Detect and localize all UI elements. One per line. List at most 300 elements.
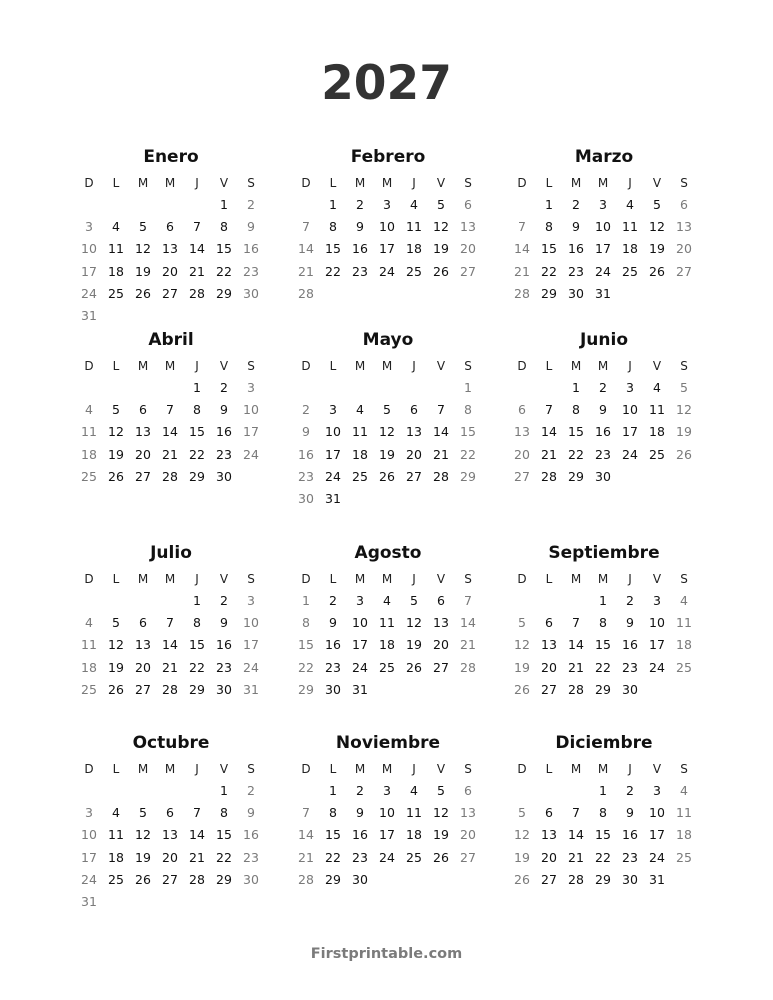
- day-cell: 28: [189, 285, 205, 301]
- day-cell: 24: [243, 659, 259, 675]
- day-cell: 2: [356, 197, 364, 212]
- day-cell: 20: [541, 849, 557, 865]
- day-cell: 20: [541, 659, 557, 675]
- day-cell: 22: [189, 659, 205, 675]
- day-cell: 16: [243, 241, 259, 257]
- day-cell: 3: [85, 219, 93, 235]
- day-cell: 29: [216, 285, 232, 301]
- day-cell: 17: [81, 849, 97, 865]
- month-name: Noviembre: [335, 733, 441, 753]
- day-cell: 21: [568, 849, 584, 865]
- day-cell: 26: [379, 468, 395, 484]
- day-cell: 21: [162, 446, 178, 462]
- weekday-header: V: [219, 572, 229, 586]
- day-cell: 19: [433, 827, 449, 843]
- day-cell: 10: [81, 827, 97, 843]
- day-cell: 11: [649, 402, 665, 418]
- day-cell: 23: [622, 849, 638, 865]
- day-cell: 16: [216, 637, 232, 653]
- day-cell: 8: [545, 219, 553, 235]
- day-cell: 13: [162, 827, 178, 843]
- day-cell: 1: [329, 783, 337, 798]
- day-cell: 7: [302, 805, 310, 821]
- day-cell: 31: [352, 681, 368, 697]
- day-cell: 5: [680, 380, 688, 395]
- day-cell: 7: [437, 402, 445, 418]
- day-cell: 22: [298, 659, 314, 675]
- month-name: Enero: [143, 147, 199, 167]
- day-cell: 22: [189, 446, 205, 462]
- day-cell: 7: [572, 805, 580, 821]
- day-cell: 14: [514, 241, 530, 257]
- day-cell: 5: [139, 805, 147, 821]
- weekday-header: M: [381, 176, 393, 190]
- day-cell: 16: [243, 827, 259, 843]
- day-cell: 31: [649, 871, 665, 887]
- weekday-header: D: [517, 176, 527, 190]
- day-cell: 25: [81, 681, 97, 697]
- day-cell: 8: [193, 402, 201, 418]
- day-cell: 23: [568, 263, 584, 279]
- day-cell: 27: [676, 263, 692, 279]
- day-cell: 19: [379, 446, 395, 462]
- day-cell: 26: [514, 681, 530, 697]
- day-cell: 2: [247, 197, 255, 212]
- day-cell: 24: [379, 849, 395, 865]
- day-cell: 5: [653, 197, 661, 212]
- day-cell: 25: [81, 468, 97, 484]
- day-cell: 6: [464, 783, 472, 798]
- day-cell: 24: [243, 446, 259, 462]
- day-cell: 7: [193, 805, 201, 821]
- day-cell: 30: [216, 681, 232, 697]
- day-cell: 14: [460, 615, 476, 631]
- day-cell: 3: [653, 593, 661, 608]
- day-cell: 1: [329, 197, 337, 212]
- day-cell: 14: [189, 827, 205, 843]
- day-cell: 7: [166, 402, 174, 418]
- weekday-header: J: [195, 359, 199, 373]
- day-cell: 20: [135, 446, 151, 462]
- weekday-header: M: [137, 176, 149, 190]
- weekday-header: D: [517, 572, 527, 586]
- day-cell: 28: [189, 871, 205, 887]
- day-cell: 12: [135, 827, 151, 843]
- day-cell: 2: [302, 402, 310, 418]
- day-cell: 10: [595, 219, 611, 235]
- weekday-header: M: [354, 762, 366, 776]
- day-cell: 22: [595, 659, 611, 675]
- day-cell: 8: [464, 402, 472, 418]
- day-cell: 6: [166, 219, 174, 235]
- day-cell: 17: [243, 424, 259, 440]
- day-cell: 9: [329, 615, 337, 631]
- day-cell: 27: [135, 468, 151, 484]
- weekday-header: V: [436, 572, 446, 586]
- day-cell: 16: [622, 637, 638, 653]
- month-name: Junio: [579, 330, 629, 350]
- day-cell: 11: [676, 615, 692, 631]
- day-cell: 1: [572, 380, 580, 395]
- day-cell: 2: [247, 783, 255, 798]
- month-name: Febrero: [350, 147, 426, 167]
- day-cell: 20: [162, 263, 178, 279]
- day-cell: 11: [622, 219, 638, 235]
- weekday-header: L: [329, 572, 337, 586]
- day-cell: 19: [433, 241, 449, 257]
- day-cell: 25: [676, 659, 692, 675]
- day-cell: 17: [325, 446, 341, 462]
- day-cell: 13: [135, 424, 151, 440]
- day-cell: 26: [514, 871, 530, 887]
- day-cell: 7: [545, 402, 553, 418]
- day-cell: 3: [599, 197, 607, 212]
- day-cell: 30: [568, 285, 584, 301]
- day-cell: 1: [193, 380, 201, 395]
- day-cell: 6: [437, 593, 445, 608]
- weekday-header: J: [412, 572, 416, 586]
- day-cell: 2: [220, 380, 228, 395]
- day-cell: 3: [626, 380, 634, 395]
- day-cell: 8: [220, 805, 228, 821]
- day-cell: 1: [599, 593, 607, 608]
- day-cell: 8: [193, 615, 201, 631]
- day-cell: 2: [220, 593, 228, 608]
- day-cell: 26: [676, 446, 692, 462]
- day-cell: 8: [599, 805, 607, 821]
- day-cell: 23: [216, 446, 232, 462]
- day-cell: 13: [541, 827, 557, 843]
- day-cell: 14: [568, 637, 584, 653]
- day-cell: 16: [352, 827, 368, 843]
- weekday-header: V: [219, 176, 229, 190]
- weekday-header: M: [164, 176, 176, 190]
- day-cell: 31: [81, 308, 97, 323]
- weekday-header: M: [381, 762, 393, 776]
- day-cell: 25: [379, 659, 395, 675]
- day-cell: 27: [162, 285, 178, 301]
- weekday-header: L: [329, 176, 337, 190]
- day-cell: 1: [464, 380, 472, 395]
- day-cell: 6: [464, 197, 472, 212]
- day-cell: 17: [243, 637, 259, 653]
- day-cell: 12: [433, 219, 449, 235]
- day-cell: 14: [433, 424, 449, 440]
- day-cell: 6: [545, 615, 553, 631]
- day-cell: 9: [599, 402, 607, 418]
- weekday-header: D: [517, 762, 527, 776]
- day-cell: 9: [356, 805, 364, 821]
- day-cell: 31: [595, 285, 611, 301]
- day-cell: 10: [622, 402, 638, 418]
- day-cell: 27: [406, 468, 422, 484]
- weekday-header: L: [545, 359, 553, 373]
- day-cell: 20: [676, 241, 692, 257]
- day-cell: 13: [514, 424, 530, 440]
- day-cell: 25: [352, 468, 368, 484]
- day-cell: 31: [243, 681, 259, 697]
- day-cell: 20: [135, 659, 151, 675]
- day-cell: 6: [518, 402, 526, 418]
- weekday-header: M: [570, 176, 582, 190]
- weekday-header: V: [436, 762, 446, 776]
- day-cell: 26: [108, 681, 124, 697]
- day-cell: 22: [216, 263, 232, 279]
- day-cell: 24: [595, 263, 611, 279]
- calendar-year-title: 2027: [321, 56, 452, 111]
- day-cell: 19: [514, 659, 530, 675]
- day-cell: 23: [622, 659, 638, 675]
- day-cell: 19: [514, 849, 530, 865]
- day-cell: 24: [379, 263, 395, 279]
- weekday-header: S: [680, 359, 688, 373]
- day-cell: 29: [595, 871, 611, 887]
- day-cell: 21: [460, 637, 476, 653]
- day-cell: 27: [162, 871, 178, 887]
- weekday-header: J: [628, 762, 632, 776]
- day-cell: 4: [383, 593, 391, 608]
- day-cell: 22: [325, 849, 341, 865]
- weekday-header: D: [84, 572, 94, 586]
- weekday-header: M: [597, 762, 609, 776]
- day-cell: 16: [595, 424, 611, 440]
- day-cell: 22: [568, 446, 584, 462]
- day-cell: 3: [383, 197, 391, 212]
- weekday-header: L: [545, 572, 553, 586]
- day-cell: 16: [568, 241, 584, 257]
- day-cell: 23: [243, 263, 259, 279]
- day-cell: 29: [216, 871, 232, 887]
- day-cell: 11: [379, 615, 395, 631]
- month-name: Abril: [148, 330, 194, 350]
- day-cell: 5: [518, 805, 526, 821]
- weekday-header: L: [112, 176, 120, 190]
- day-cell: 18: [81, 659, 97, 675]
- day-cell: 10: [379, 219, 395, 235]
- day-cell: 2: [572, 197, 580, 212]
- day-cell: 4: [85, 402, 93, 418]
- day-cell: 19: [135, 849, 151, 865]
- day-cell: 18: [81, 446, 97, 462]
- day-cell: 14: [162, 424, 178, 440]
- day-cell: 5: [437, 783, 445, 798]
- day-cell: 9: [247, 219, 255, 235]
- day-cell: 9: [626, 805, 634, 821]
- weekday-header: S: [680, 176, 688, 190]
- day-cell: 5: [437, 197, 445, 212]
- weekday-header: S: [680, 572, 688, 586]
- day-cell: 8: [302, 615, 310, 631]
- day-cell: 4: [680, 783, 688, 798]
- day-cell: 23: [298, 468, 314, 484]
- day-cell: 28: [568, 681, 584, 697]
- weekday-header: L: [329, 762, 337, 776]
- weekday-header: D: [301, 762, 311, 776]
- day-cell: 9: [220, 402, 228, 418]
- day-cell: 7: [166, 615, 174, 631]
- day-cell: 22: [325, 263, 341, 279]
- weekday-header: D: [301, 359, 311, 373]
- day-cell: 5: [139, 219, 147, 235]
- weekday-header: J: [628, 572, 632, 586]
- day-cell: 22: [541, 263, 557, 279]
- day-cell: 4: [680, 593, 688, 608]
- day-cell: 1: [193, 593, 201, 608]
- weekday-header: V: [652, 762, 662, 776]
- day-cell: 17: [379, 827, 395, 843]
- weekday-header: J: [412, 359, 416, 373]
- day-cell: 19: [135, 263, 151, 279]
- day-cell: 18: [379, 637, 395, 653]
- day-cell: 23: [352, 263, 368, 279]
- day-cell: 13: [406, 424, 422, 440]
- day-cell: 28: [568, 871, 584, 887]
- day-cell: 1: [599, 783, 607, 798]
- day-cell: 28: [541, 468, 557, 484]
- weekday-header: J: [628, 176, 632, 190]
- day-cell: 5: [518, 615, 526, 631]
- weekday-header: V: [652, 359, 662, 373]
- day-cell: 21: [298, 849, 314, 865]
- day-cell: 2: [626, 783, 634, 798]
- day-cell: 26: [108, 468, 124, 484]
- day-cell: 13: [460, 805, 476, 821]
- day-cell: 28: [162, 681, 178, 697]
- month-name: Marzo: [574, 147, 634, 167]
- day-cell: 3: [329, 402, 337, 418]
- day-cell: 20: [460, 241, 476, 257]
- day-cell: 27: [135, 681, 151, 697]
- day-cell: 15: [595, 827, 611, 843]
- weekday-header: V: [652, 176, 662, 190]
- day-cell: 5: [410, 593, 418, 608]
- day-cell: 18: [649, 424, 665, 440]
- weekday-header: M: [164, 762, 176, 776]
- day-cell: 18: [108, 263, 124, 279]
- day-cell: 9: [626, 615, 634, 631]
- day-cell: 24: [81, 871, 97, 887]
- day-cell: 4: [653, 380, 661, 395]
- day-cell: 24: [649, 849, 665, 865]
- weekday-header: D: [84, 762, 94, 776]
- day-cell: 2: [329, 593, 337, 608]
- day-cell: 19: [649, 241, 665, 257]
- day-cell: 8: [572, 402, 580, 418]
- day-cell: 27: [460, 849, 476, 865]
- day-cell: 27: [460, 263, 476, 279]
- month-name: Agosto: [354, 543, 422, 563]
- day-cell: 15: [568, 424, 584, 440]
- day-cell: 6: [680, 197, 688, 212]
- day-cell: 17: [595, 241, 611, 257]
- day-cell: 29: [298, 681, 314, 697]
- weekday-header: S: [680, 762, 688, 776]
- day-cell: 7: [193, 219, 201, 235]
- day-cell: 29: [595, 681, 611, 697]
- day-cell: 1: [302, 593, 310, 608]
- day-cell: 15: [216, 241, 232, 257]
- weekday-header: D: [84, 176, 94, 190]
- day-cell: 13: [433, 615, 449, 631]
- day-cell: 25: [676, 849, 692, 865]
- weekday-header: L: [112, 359, 120, 373]
- day-cell: 30: [595, 468, 611, 484]
- weekday-header: S: [247, 176, 255, 190]
- day-cell: 22: [216, 849, 232, 865]
- day-cell: 10: [243, 615, 259, 631]
- month-name: Mayo: [362, 330, 414, 350]
- day-cell: 18: [676, 827, 692, 843]
- day-cell: 21: [568, 659, 584, 675]
- day-cell: 29: [568, 468, 584, 484]
- day-cell: 5: [383, 402, 391, 418]
- day-cell: 19: [676, 424, 692, 440]
- day-cell: 9: [572, 219, 580, 235]
- weekday-header: L: [545, 762, 553, 776]
- day-cell: 25: [406, 849, 422, 865]
- day-cell: 15: [595, 637, 611, 653]
- day-cell: 27: [541, 681, 557, 697]
- day-cell: 26: [135, 285, 151, 301]
- day-cell: 21: [514, 263, 530, 279]
- weekday-header: M: [381, 572, 393, 586]
- day-cell: 3: [85, 805, 93, 821]
- weekday-header: D: [301, 176, 311, 190]
- day-cell: 4: [112, 219, 120, 235]
- day-cell: 9: [220, 615, 228, 631]
- day-cell: 19: [406, 637, 422, 653]
- day-cell: 12: [514, 827, 530, 843]
- day-cell: 21: [541, 446, 557, 462]
- day-cell: 10: [243, 402, 259, 418]
- day-cell: 19: [108, 446, 124, 462]
- day-cell: 6: [139, 402, 147, 418]
- day-cell: 16: [298, 446, 314, 462]
- day-cell: 21: [189, 263, 205, 279]
- day-cell: 29: [189, 468, 205, 484]
- day-cell: 11: [676, 805, 692, 821]
- day-cell: 13: [460, 219, 476, 235]
- day-cell: 15: [460, 424, 476, 440]
- day-cell: 23: [352, 849, 368, 865]
- weekday-header: V: [219, 359, 229, 373]
- day-cell: 21: [433, 446, 449, 462]
- day-cell: 3: [653, 783, 661, 798]
- day-cell: 21: [298, 263, 314, 279]
- day-cell: 18: [352, 446, 368, 462]
- day-cell: 29: [541, 285, 557, 301]
- day-cell: 26: [406, 659, 422, 675]
- day-cell: 15: [216, 827, 232, 843]
- day-cell: 10: [81, 241, 97, 257]
- weekday-header: M: [570, 572, 582, 586]
- day-cell: 17: [622, 424, 638, 440]
- day-cell: 2: [356, 783, 364, 798]
- day-cell: 30: [243, 871, 259, 887]
- day-cell: 25: [108, 285, 124, 301]
- weekday-header: M: [597, 176, 609, 190]
- day-cell: 30: [352, 871, 368, 887]
- day-cell: 17: [81, 263, 97, 279]
- footer-brand: Firstprintable.com: [310, 946, 463, 962]
- day-cell: 20: [406, 446, 422, 462]
- day-cell: 24: [81, 285, 97, 301]
- day-cell: 28: [433, 468, 449, 484]
- day-cell: 10: [325, 424, 341, 440]
- day-cell: 5: [112, 402, 120, 418]
- day-cell: 17: [379, 241, 395, 257]
- weekday-header: L: [112, 572, 120, 586]
